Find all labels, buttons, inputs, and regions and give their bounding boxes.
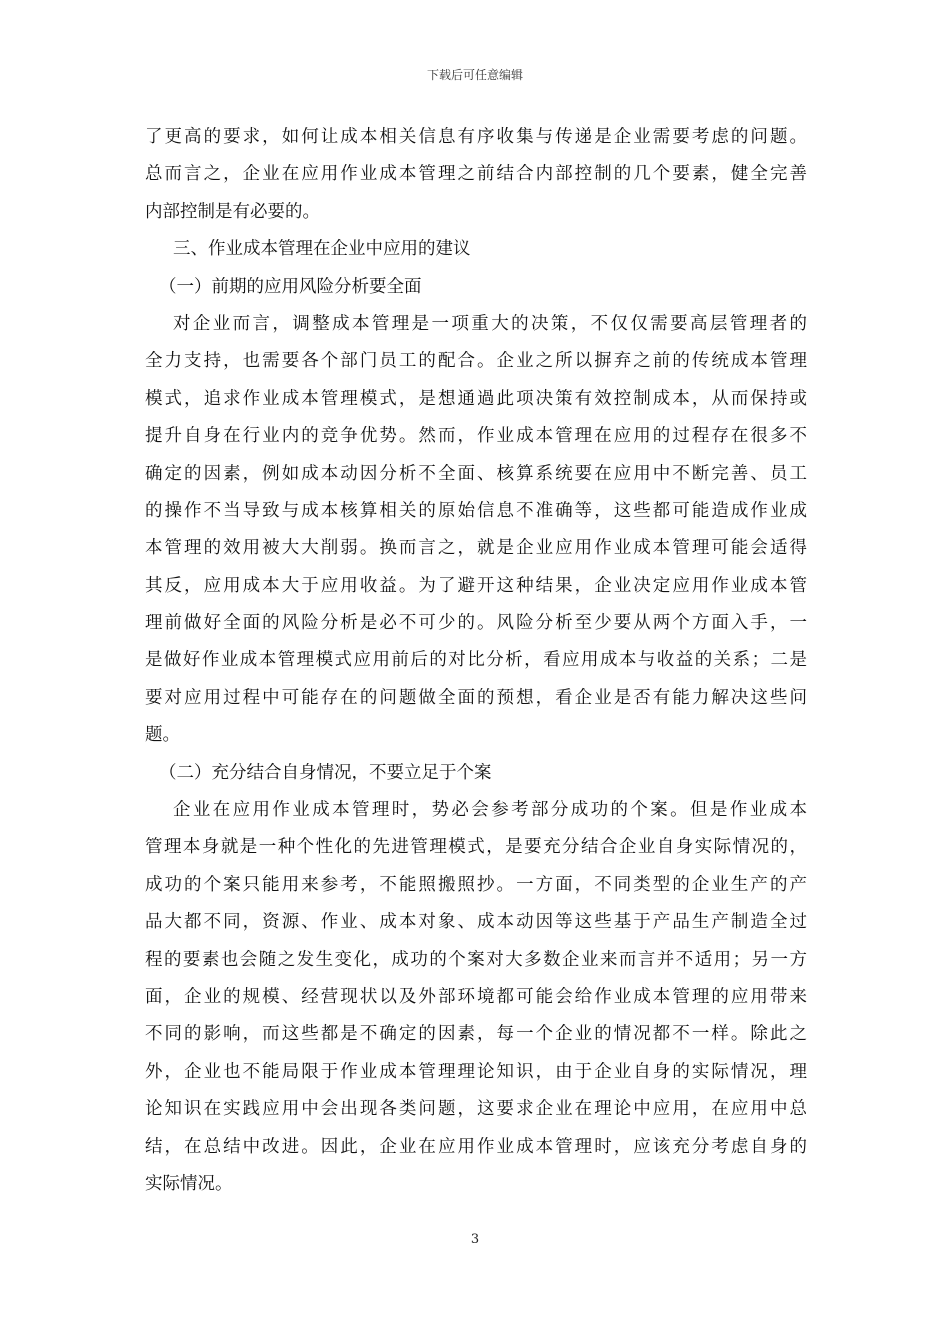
text-line: 提升自身在行业内的竞争优势。然而，作业成本管理在应用的过程存在很多不 <box>145 426 807 447</box>
text-line: 是做好作业成本管理模式应用前后的对比分析，看应用成本与收益的关系；二是 <box>145 650 807 671</box>
subsection-heading: （一）前期的应用风险分析要全面 <box>159 276 422 297</box>
text-line: 企业在应用作业成本管理时，势必会参考部分成功的个案。但是作业成本 <box>173 800 807 821</box>
text-line: 了更高的要求，如何让成本相关信息有序收集与传递是企业需要考虑的问题。 <box>145 127 807 147</box>
text-line: 总而言之，企业在应用作业成本管理之前结合内部控制的几个要素，健全完善 <box>145 164 807 185</box>
header-note: 下载后可任意编辑 <box>426 68 523 82</box>
text-line: 确定的因素，例如成本动因分析不全面、核算系统要在应用中不断完善、员工 <box>145 463 807 484</box>
text-line: 对企业而言，调整成本管理是一项重大的决策，不仅仅需要高层管理者的 <box>173 313 807 334</box>
text-line: 不同的影响，而这些都是不确定的因素，每一个企业的情况都不一样。除此之 <box>145 1024 807 1045</box>
text-line: 程的要素也会随之发生变化，成功的个案对大多数企业来而言并不适用；另一方 <box>145 949 807 970</box>
text-line: 结，在总结中改进。因此，企业在应用作业成本管理时，应该充分考虑自身的 <box>145 1136 807 1157</box>
text-line: 品大都不同，资源、作业、成本对象、成本动因等这些基于产品生产制造全过 <box>145 912 807 933</box>
text-line: 本管理的效用被大大削弱。换而言之，就是企业应用作业成本管理可能会适得 <box>145 538 807 559</box>
section-heading: 三、作业成本管理在企业中应用的建议 <box>173 239 471 260</box>
subsection-heading: （二）充分结合自身情况，不要立足于个案 <box>159 762 492 783</box>
text-line: 管理本身就是一种个性化的先进管理模式，是要充分结合企业自身实际情况的， <box>145 837 807 858</box>
text-line: 论知识在实践应用中会出现各类问题，这要求企业在理论中应用，在应用中总 <box>145 1099 807 1120</box>
text-line: 的操作不当导致与成本核算相关的原始信息不准确等，这些都可能造成作业成 <box>145 500 807 521</box>
text-line: 题。 <box>145 725 180 746</box>
text-line: 外，企业也不能局限于作业成本管理理论知识，由于企业自身的实际情况，理 <box>145 1061 807 1082</box>
text-line: 面，企业的规模、经营现状以及外部环境都可能会给作业成本管理的应用带来 <box>145 986 807 1007</box>
text-line: 实际情况。 <box>145 1173 233 1194</box>
text-line: 成功的个案只能用来参考，不能照搬照抄。一方面，不同类型的企业生产的产 <box>145 874 807 895</box>
text-line: 理前做好全面的风险分析是必不可少的。风险分析至少要从两个方面入手，一 <box>145 613 807 634</box>
text-line: 内部控制是有必要的。 <box>145 201 320 222</box>
page-number: 3 <box>470 1232 480 1247</box>
text-line: 其反，应用成本大于应用收益。为了避开这种结果，企业决定应用作业成本管 <box>145 575 807 596</box>
text-line: 模式，追求作业成本管理模式，是想通過此项决策有效控制成本，从而保持或 <box>145 388 807 409</box>
text-line: 全力支持，也需要各个部门员工的配合。企业之所以摒弃之前的传统成本管理 <box>145 351 807 372</box>
text-line: 要对应用过程中可能存在的问题做全面的预想，看企业是否有能力解决这些问 <box>145 687 807 708</box>
body-text <box>145 119 807 1203</box>
